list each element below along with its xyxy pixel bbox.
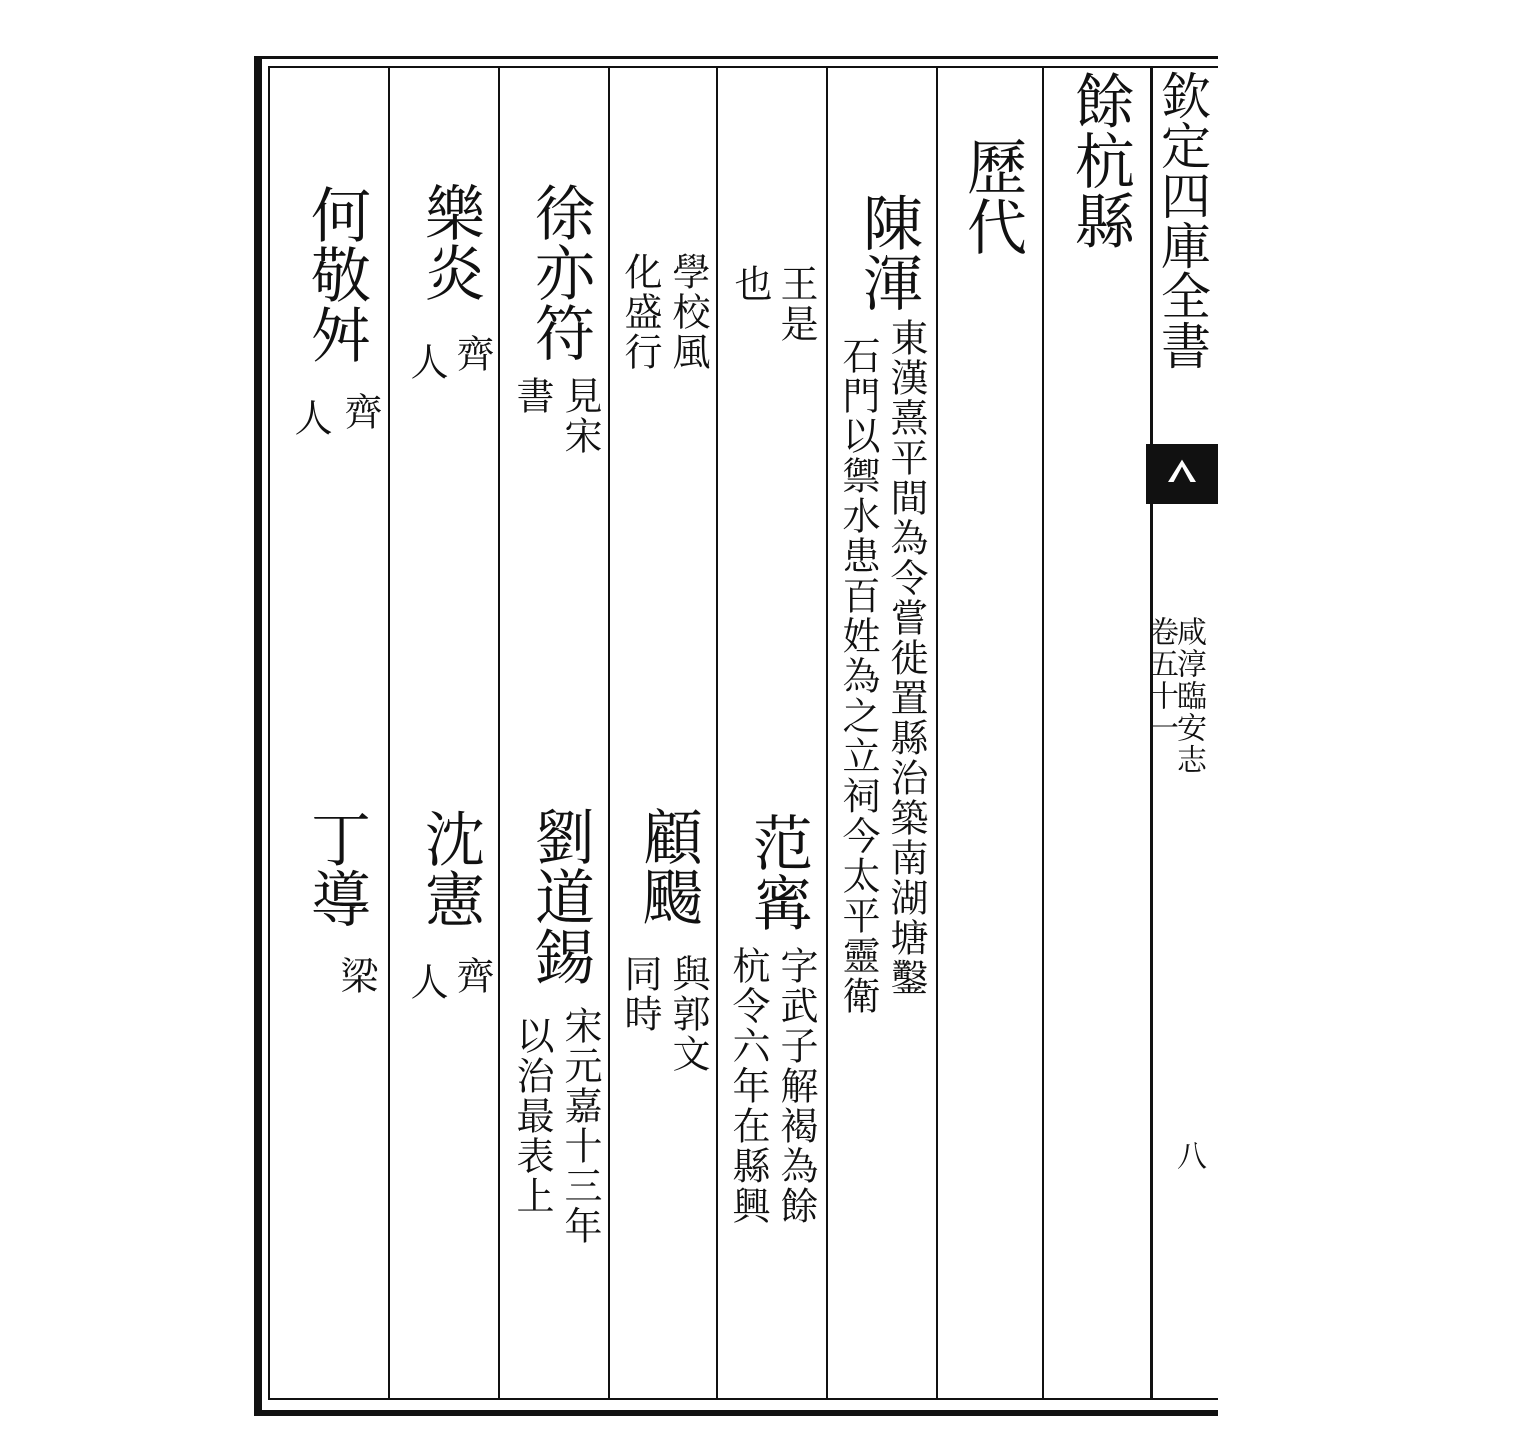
entry-note: 東漢熹平間為令嘗徙置縣治築南湖塘鑿 [884,318,928,998]
fishtail-mark [1146,444,1218,504]
entry-note: 王是 [774,264,818,344]
entry-liu-daoxi [510,806,610,986]
entry-ding-dao [284,808,388,928]
entry-fan-ning [728,812,828,932]
column-rule [716,68,718,1398]
entry-name: 顧颺 [633,806,703,926]
entry-note: 杭令六年在縣興 [726,946,770,1226]
entry-note: 也 [728,264,772,304]
column-rule [388,68,390,1398]
column-rule [1042,68,1044,1398]
entry-note: 以治最表上 [510,1016,554,1216]
county-heading: 餘杭縣 [1065,70,1135,250]
column-rule [826,68,828,1398]
entry-name: 丁導 [301,808,371,928]
entry-name: 陳渾 [853,192,923,312]
entry-gu-yang [618,806,718,926]
entry-note: 同時 [618,954,662,1034]
page-margin [1143,56,1218,1416]
entry-note: 人 [404,962,448,1002]
page-number: 八 [1171,1140,1206,1172]
entry-note: 與郭文 [666,954,710,1074]
entry-note: 石門以禦水患百姓為之立祠今太平靈衛 [836,336,880,1016]
entry-note: 字武子解褐為餘 [774,946,818,1226]
entry-name: 沈憲 [415,808,485,928]
entry-he-jingchuan [284,184,388,364]
entry-note: 見宋 [558,376,602,456]
entry-note: 書 [510,376,554,416]
entry-note: 宋元嘉十三年 [558,1006,602,1246]
entry-name: 樂炎 [415,182,485,302]
entry-note: 齊 [450,956,494,996]
continuation-note: 化盛行 [618,252,662,372]
section-heading: 歷代 [957,136,1027,256]
entry-note: 梁 [334,956,378,996]
entry-chen-hun [838,192,938,312]
continuation-note: 學校風 [666,252,710,372]
source-title: 咸淳臨安志 [1171,616,1206,776]
entry-le-yan [400,182,500,302]
entry-note: 人 [288,398,332,438]
entry-note: 齊 [338,392,382,432]
entry-name: 范寗 [743,812,813,932]
entry-name: 徐亦符 [525,182,595,362]
entry-shen-xian [400,808,500,928]
entry-name: 何敬舛 [301,184,371,364]
entry-xu-yifu [510,182,610,362]
volume-label: 卷五十一 [1143,616,1178,744]
entry-note: 齊 [450,334,494,374]
entry-name: 劉道錫 [525,806,595,986]
book-page [254,56,1218,1416]
book-title: 欽定四庫全書 [1153,70,1211,370]
entry-note: 人 [404,342,448,382]
